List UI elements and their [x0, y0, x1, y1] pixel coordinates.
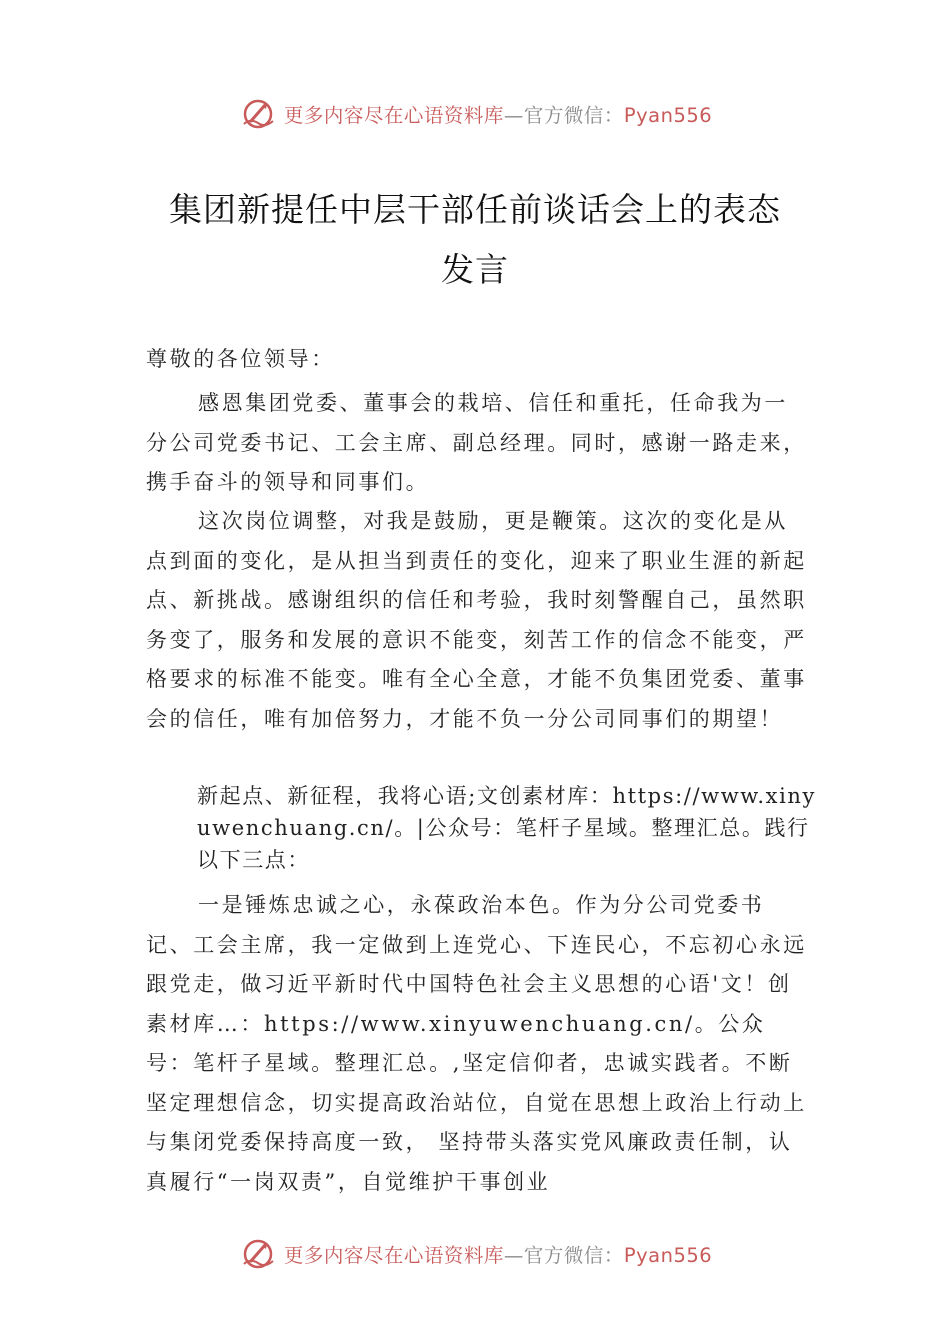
document-title-line-2: 发言	[441, 250, 509, 289]
paragraph-3-text: 新起点、新征程，我将心语;文创素材库：https://www.xinyuwenchuang.cn/。|公众号：笔杆子星域。整理汇总。践行以下三点：	[197, 784, 816, 872]
paragraph-3	[197, 780, 827, 876]
greeting	[146, 340, 810, 380]
greeting-text: 尊敬的各位领导：	[146, 347, 335, 371]
document-title-line-1: 集团新提任中层干部任前谈话会上的表态	[169, 190, 781, 229]
banner-text: 更多内容尽在心语资料库—官方微信：Pyan556	[283, 1244, 713, 1267]
paragraph-2-text: 这次岗位调整，对我是鼓励，更是鞭策。这次的变化是从点到面的变化，是从担当到责任的变化，迎来了职业生涯的新起点、新挑战。感谢组织的信任和考验，我时刻警醒自己，虽然职务变了，服务和发展的意识不能变，刻苦工作的信念不能变，严格要求的标准不能变。唯有全心全意，才能不负集团党委、董事会的信任，唯有加倍努力，才能不负一分公司同事们的期望！	[146, 509, 807, 731]
paragraph-4-text: 一是锤炼忠诚之心，永葆政治本色。作为分公司党委书记、工会主席，我一定做到上连党心、下连民心，不忘初心永远跟党走，做习近平新时代中国特色社会主义思想的心语'文！创素材库…：https://www.xinyuwenchuang.cn/。公众号：笔杆子星域。整理汇总。,坚定信仰者，忠诚实践者。不断坚定理想信念，切实提高政治站位，自觉在思想上政治上行动上与集闭党委保持高度一致， 坚持带头落实党风廉政责任制，认真履行“一岗双责”，自觉维护干事创业	[146, 893, 807, 1194]
pen-nib-logo-icon	[238, 1234, 278, 1274]
footer-banner	[0, 1232, 950, 1276]
paragraph-1	[146, 384, 810, 503]
header-banner	[0, 92, 950, 136]
banner-text: 更多内容尽在心语资料库—官方微信：Pyan556	[283, 104, 713, 127]
pen-nib-logo-icon	[238, 94, 278, 134]
paragraph-2	[146, 502, 810, 739]
paragraph-1-text: 感恩集团党委、董事会的栽培、信任和重托，任命我为一分公司党委书记、工会主席、副总经理。同时，感谢一路走来，携手奋斗的领导和同事们。	[146, 391, 807, 494]
paragraph-4	[146, 886, 810, 1202]
